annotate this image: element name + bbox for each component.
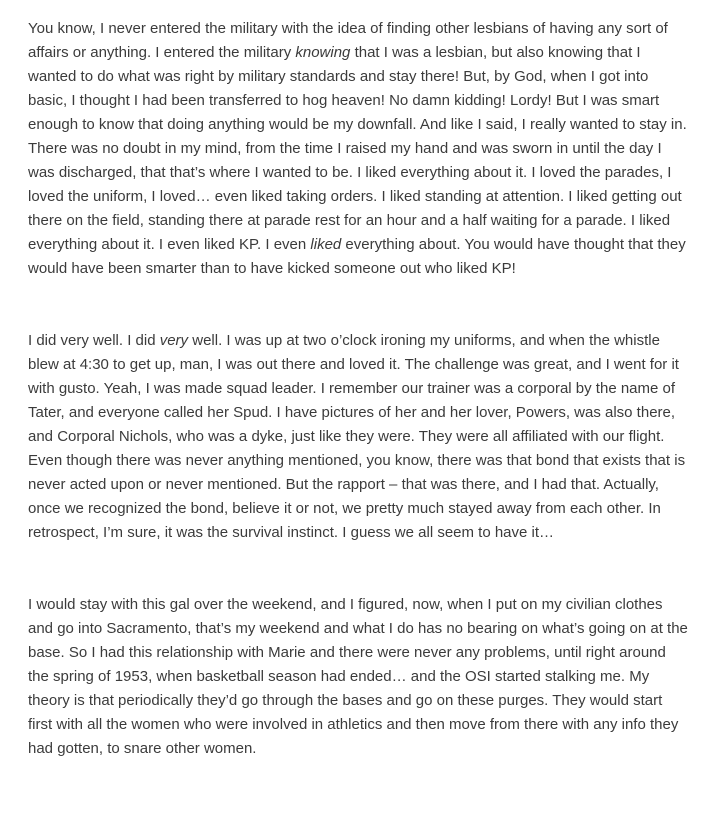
emphasis-text: liked [310,236,342,253]
article-body [28,17,690,761]
paragraph-text: well. I was up at two o’clock ironing my uniforms, and when the whistle blew at 4:30 to get up, man, I was out there and loved it. The challenge was great, and I went for it with gusto. Yeah, I was made squad leader. I remember our trainer was a corporal by the name of Tater, and everyone called her Spud. I have pictures of her and her lover, Powers, was also there, and Corporal Nichols, who was a dyke, just like they were. They were all affiliated with our flight. Even though there was never anything mentioned, you know, there was that bond that exists that is never acted upon or never mentioned. But the rapport – that was there, and I had that. Actually, once we recognized the bond, believe it or not, we pretty much stayed away from each other. In retrospect, I’m sure, it was the survival instinct. I guess we all seem to have it… [28,332,686,541]
paragraph-text: that I was a lesbian, but also knowing that I wanted to do what was right by military standards and stay there! But, by God, when I got into basic, I thought I had been transferred to hog heaven! No damn kidding! Lordy! But I was smart enough to know that doing anything would be my downfall. And like I said, I really wanted to stay in. There was no doubt in my mind, from the time I raised my hand and was sworn in until the day I was discharged, that that’s where I wanted to be. I liked everything about it. I loved the parades, I loved the uniform, I loved… even liked taking orders. I liked standing at attention. I liked getting out there on the field, standing there at parade rest for an hour and a half waiting for a parade. I liked everything about it. I even liked KP. I even [28,44,687,253]
paragraph-3 [28,593,690,761]
emphasis-text: very [159,332,189,349]
paragraph-2 [28,329,690,545]
paragraph-text: I did very well. I did [28,332,160,349]
paragraph-text: You know, I never entered the military with the idea of finding other lesbians of having any sort of affairs or anything. I entered the military [28,20,668,61]
paragraph-text: I would stay with this gal over the weekend, and I figured, now, when I put on my civilian clothes and go into Sacramento, that’s my weekend and what I do has no bearing on what’s going on at the base. So I had this relationship with Marie and there were never any problems, until right around the spring of 1953, when basketball season had ended… and the OSI started stalking me. My theory is that periodically they’d go through the bases and go on these purges. They would start first with all the women who were involved in athletics and then move from there with any info they had gotten, to snare other women. [28,596,688,757]
paragraph-1 [28,17,690,281]
paragraph-text: everything about. You would have thought that they would have been smarter than to have kicked someone out who liked KP! [28,236,686,277]
emphasis-text: knowing [295,44,351,61]
